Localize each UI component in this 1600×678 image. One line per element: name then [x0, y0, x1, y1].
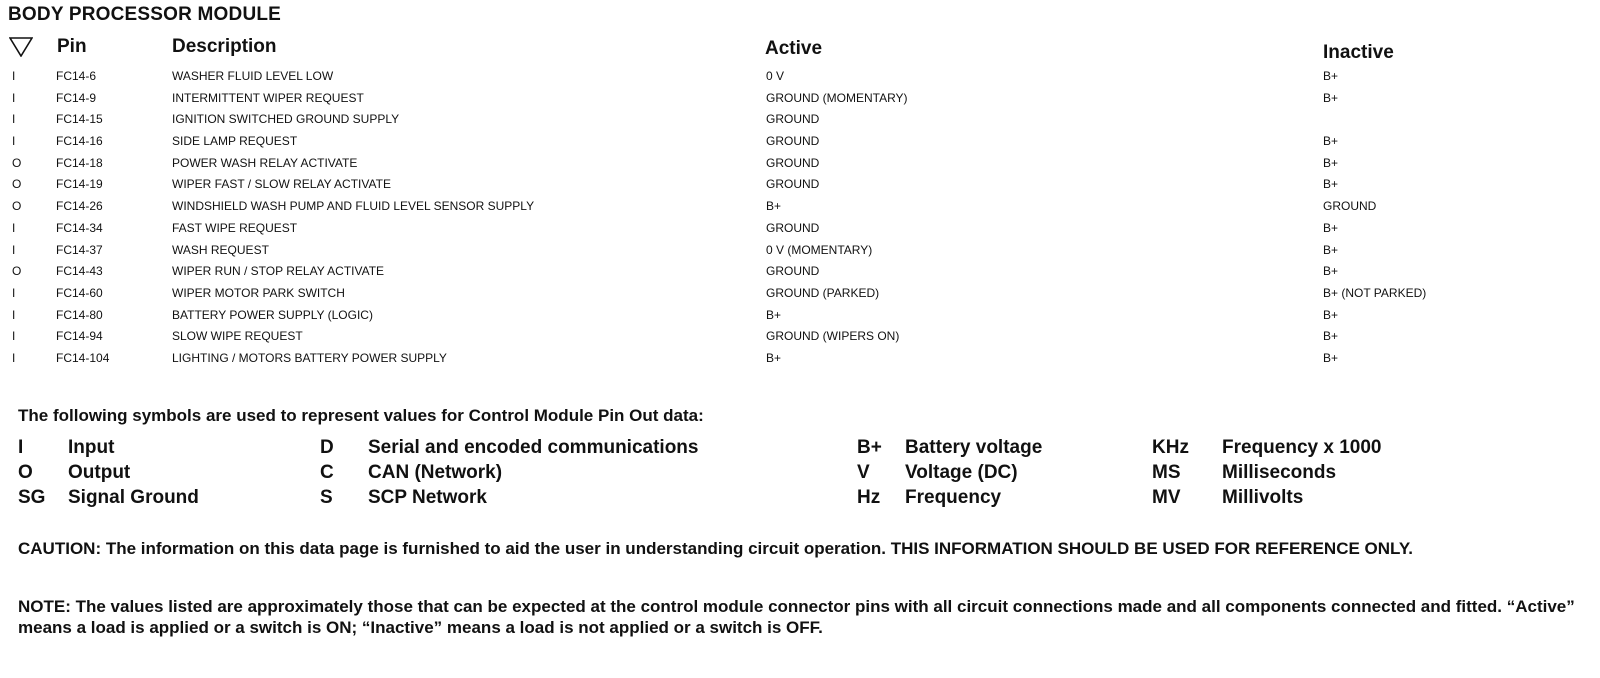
pin-description: WINDSHIELD WASH PUMP AND FLUID LEVEL SENSOR SUPPLY: [172, 199, 535, 214]
pin-id: FC14-80: [56, 307, 103, 322]
symbol-code: D: [320, 437, 334, 458]
symbol-code: Hz: [857, 487, 881, 508]
io-type: I: [12, 307, 16, 322]
active-value: GROUND: [766, 112, 820, 127]
inactive-value: B+: [1323, 155, 1339, 170]
pin-id: FC14-15: [56, 112, 103, 127]
inactive-value: B+: [1323, 90, 1339, 105]
note-text: NOTE: The values listed are approximately those that can be expected at the control module connector pins with all circuit connections made and all components connected and fitted. “Active” means a load is applied or a switch is ON; “Inactive” means a load is not applied or a switch is OFF.: [18, 597, 1575, 637]
symbol-code: KHz: [1152, 437, 1189, 458]
pin-id: FC14-18: [56, 155, 103, 170]
pin-id: FC14-94: [56, 329, 103, 344]
io-type: I: [12, 112, 16, 127]
pin-description: WASH REQUEST: [172, 242, 269, 257]
pin-description: LIGHTING / MOTORS BATTERY POWER SUPPLY: [172, 350, 447, 365]
io-type: O: [12, 199, 22, 214]
pin-id: FC14-26: [56, 199, 103, 214]
symbol-description: Millivolts: [1222, 487, 1304, 508]
symbol-description: Input: [68, 437, 115, 458]
inactive-value: B+: [1323, 220, 1339, 235]
header-description: Description: [172, 36, 277, 57]
pin-id: FC14-16: [56, 134, 103, 149]
symbol-description: Voltage (DC): [905, 462, 1018, 483]
caution-text: CAUTION: The information on this data page is furnished to aid the user in understanding circuit operation. THIS INFORMATION SHOULD BE USED FOR REFERENCE ONLY.: [18, 539, 1414, 558]
table-row: [0, 326, 1600, 348]
symbol-code: O: [18, 462, 33, 483]
symbol-description: Frequency: [905, 487, 1002, 508]
active-value: 0 V: [766, 69, 785, 83]
symbol-code: SG: [18, 487, 46, 508]
page-title: BODY PROCESSOR MODULE: [8, 4, 282, 25]
pin-description: INTERMITTENT WIPER REQUEST: [172, 90, 364, 105]
symbol-description: Frequency x 1000: [1222, 437, 1382, 458]
active-value: GROUND (WIPERS ON): [766, 329, 900, 344]
pin-id: FC14-37: [56, 242, 103, 257]
header-active: Active: [765, 38, 823, 59]
inactive-value: B+: [1323, 177, 1339, 192]
table-row: [0, 174, 1600, 196]
pin-id: FC14-104: [56, 350, 110, 365]
io-type: I: [12, 69, 16, 83]
inactive-value: B+: [1323, 264, 1339, 279]
table-row: [0, 153, 1600, 175]
inactive-value: B+ (NOT PARKED): [1323, 285, 1427, 300]
symbol-description: Battery voltage: [905, 437, 1043, 458]
inactive-value: B+: [1323, 242, 1339, 257]
pin-description: POWER WASH RELAY ACTIVATE: [172, 155, 358, 170]
pin-description: WIPER MOTOR PARK SWITCH: [172, 285, 345, 300]
pin-description: IGNITION SWITCHED GROUND SUPPLY: [172, 112, 400, 127]
table-row: [0, 196, 1600, 218]
inactive-value: B+: [1323, 350, 1339, 365]
active-value: GROUND: [766, 155, 820, 170]
table-row: [0, 88, 1600, 110]
header-pin: Pin: [57, 36, 87, 57]
symbol-code: V: [857, 462, 870, 483]
inactive-value: B+: [1323, 307, 1339, 322]
table-row: [0, 283, 1600, 305]
symbols-intro: The following symbols are used to represent values for Control Module Pin Out data:: [18, 406, 704, 425]
io-type: O: [12, 177, 22, 192]
active-value: GROUND: [766, 220, 820, 235]
symbol-description: SCP Network: [368, 487, 487, 508]
symbol-code: MS: [1152, 462, 1181, 483]
symbol-code: C: [320, 462, 334, 483]
pin-description: SLOW WIPE REQUEST: [172, 329, 303, 344]
active-value: B+: [766, 307, 782, 322]
active-value: GROUND (PARKED): [766, 285, 880, 300]
pin-description: WIPER RUN / STOP RELAY ACTIVATE: [172, 264, 385, 279]
pin-id: FC14-43: [56, 264, 103, 279]
io-type: O: [12, 155, 22, 170]
table-row: [0, 66, 1600, 88]
table-row: [0, 240, 1600, 262]
pin-description: WIPER FAST / SLOW RELAY ACTIVATE: [172, 177, 391, 192]
symbol-code: S: [320, 487, 333, 508]
triangle-down-icon: [9, 37, 33, 57]
active-value: GROUND: [766, 264, 820, 279]
io-type: I: [12, 285, 16, 300]
active-value: GROUND: [766, 177, 820, 192]
header-inactive: Inactive: [1323, 42, 1394, 63]
inactive-value: GROUND: [1323, 199, 1377, 214]
pin-description: SIDE LAMP REQUEST: [172, 134, 298, 149]
io-type: I: [12, 329, 16, 344]
pin-description: FAST WIPE REQUEST: [172, 220, 298, 235]
active-value: GROUND: [766, 134, 820, 149]
table-row: [0, 218, 1600, 240]
io-type: I: [12, 242, 16, 257]
pin-id: FC14-9: [56, 90, 97, 105]
symbol-description: Serial and encoded communications: [368, 437, 699, 458]
inactive-value: B+: [1323, 329, 1339, 344]
symbol-description: CAN (Network): [368, 462, 503, 483]
table-row: [0, 348, 1600, 370]
table-row: [0, 305, 1600, 327]
table-row: [0, 131, 1600, 153]
active-value: GROUND (MOMENTARY): [766, 90, 908, 105]
symbol-description: Output: [68, 462, 131, 483]
inactive-value: B+: [1323, 134, 1339, 149]
active-value: B+: [766, 199, 782, 214]
io-type: I: [12, 350, 16, 365]
symbol-code: MV: [1152, 487, 1181, 508]
table-row: [0, 261, 1600, 283]
inactive-value: B+: [1323, 69, 1339, 83]
symbol-code: I: [18, 437, 24, 458]
symbol-description: Signal Ground: [68, 487, 199, 508]
pin-description: BATTERY POWER SUPPLY (LOGIC): [172, 307, 373, 322]
pin-id: FC14-6: [56, 69, 97, 83]
pin-id: FC14-60: [56, 285, 103, 300]
symbol-code: B+: [857, 437, 882, 458]
active-value: 0 V (MOMENTARY): [766, 242, 873, 257]
table-row: [0, 109, 1600, 131]
io-type: I: [12, 220, 16, 235]
pin-table: [0, 66, 1600, 370]
pin-id: FC14-34: [56, 220, 103, 235]
pin-description: WASHER FLUID LEVEL LOW: [172, 69, 334, 83]
io-type: I: [12, 134, 16, 149]
symbol-description: Milliseconds: [1222, 462, 1337, 483]
io-type: O: [12, 264, 22, 279]
pin-id: FC14-19: [56, 177, 103, 192]
active-value: B+: [766, 350, 782, 365]
io-type: I: [12, 90, 16, 105]
